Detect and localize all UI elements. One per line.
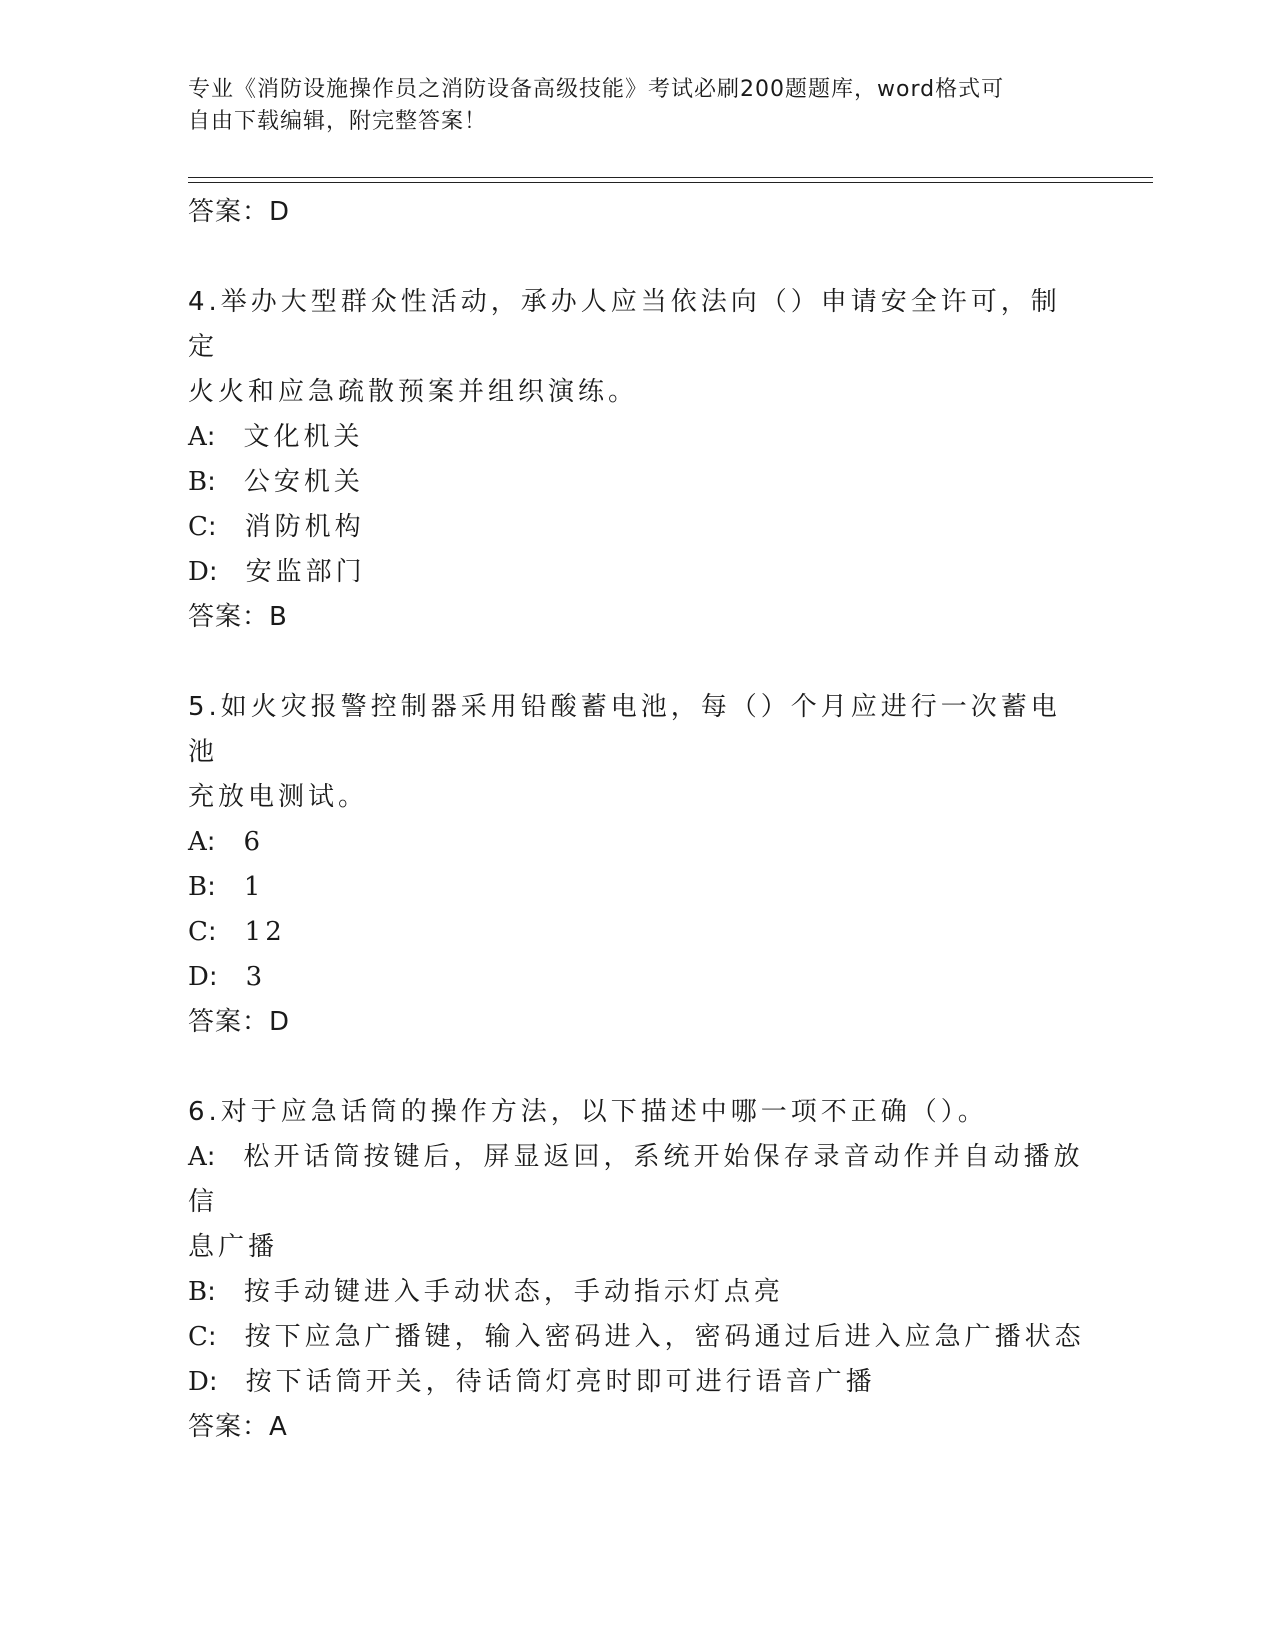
option-text: 安监部门 [245,557,366,587]
option-a-continuation: 息广播 [188,1232,279,1262]
option-text: 按下应急广播键，输入密码进入，密码通过后进入应急广播状态 [244,1322,1085,1352]
option-d: D: 3 [188,962,267,992]
option-letter: B [188,1277,208,1307]
option-letter: C [188,1322,208,1352]
header-divider-bottom [188,182,1153,183]
header-divider-top [188,177,1153,178]
question-text-line: 火火和应急疏散预案并组织演练。 [188,377,639,407]
option-letter: A [188,827,207,857]
option-text: 3 [245,962,267,992]
option-letter: B [188,467,208,497]
question-text-line: 6.对于应急话筒的操作方法，以下描述中哪一项不正确（）。 [188,1097,988,1127]
option-text: 6 [243,827,265,857]
option-letter: D [188,962,209,992]
option-letter: B [188,872,208,902]
option-c: C: 按下应急广播键，输入密码进入，密码通过后进入应急广播状态 [188,1322,1085,1352]
question-text-line: 4.举办大型群众性活动，承办人应当依法向（）申请安全许可，制定 [188,287,1061,362]
option-text: 文化机关 [243,422,364,452]
question-text-line: 充放电测试。 [188,782,369,812]
option-d: D: 安监部门 [188,557,366,587]
option-letter: D [188,1367,209,1397]
document-header [188,74,1068,138]
question-block [188,685,1088,1044]
question-block [188,1090,1088,1449]
option-a: A: 松开话筒按键后，屏显返回，系统开始保存录音动作并自动播放信 [188,1142,1084,1217]
option-letter: A [188,1142,207,1172]
option-b: B: 公安机关 [188,467,364,497]
answer-line: 答案：A [188,1412,288,1442]
option-letter: C [188,917,208,947]
option-text: 1 [243,872,265,902]
answer-line: 答案：D [188,1007,291,1037]
answer-line: 答案：D [188,197,291,227]
question-text-line: 5.如火灾报警控制器采用铅酸蓄电池，每（）个月应进行一次蓄电池 [188,692,1061,767]
header-line-2: 自由下载编辑，附完整答案！ [188,109,488,134]
option-letter: A [188,422,207,452]
option-b: B: 按手动键进入手动状态，手动指示灯点亮 [188,1277,784,1307]
question-block [188,280,1088,639]
option-text: 消防机构 [244,512,365,542]
option-c: C: 12 [188,917,286,947]
option-text: 公安机关 [243,467,364,497]
option-b: B: 1 [188,872,265,902]
option-c: C: 消防机构 [188,512,365,542]
answer-line: 答案：B [188,602,288,632]
document-body [188,190,1088,1449]
option-text: 按手动键进入手动状态，手动指示灯点亮 [243,1277,784,1307]
header-line-1: 专业《消防设施操作员之消防设备高级技能》考试必刷200题题库，word格式可 [188,77,1005,102]
option-text: 12 [244,917,286,947]
option-a: A: 文化机关 [188,422,364,452]
option-letter: C [188,512,208,542]
option-a: A: 6 [188,827,265,857]
option-letter: D [188,557,209,587]
option-text: 松开话筒按键后，屏显返回，系统开始保存录音动作并自动播放信 [188,1142,1084,1217]
option-d: D: 按下话筒开关，待话筒灯亮时即可进行语音广播 [188,1367,876,1397]
option-text: 按下话筒开关，待话筒灯亮时即可进行语音广播 [245,1367,876,1397]
